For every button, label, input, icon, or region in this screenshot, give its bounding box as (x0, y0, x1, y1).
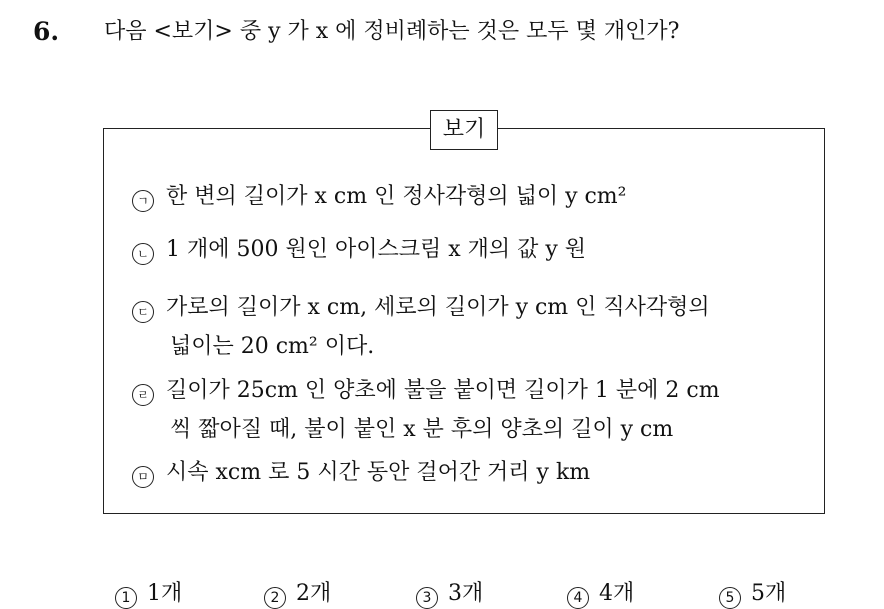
choice-text: 4개 (599, 581, 635, 606)
item-text: 길이가 25cm 인 양초에 불을 붙이면 길이가 1 분에 2 cm (166, 378, 720, 403)
choice-text: 1개 (147, 581, 183, 606)
choice-number: 5 (719, 587, 741, 609)
example-item-5 (132, 453, 590, 492)
question-number: 6. (33, 17, 60, 46)
choice-text: 3개 (448, 581, 484, 606)
choice-text: 5개 (751, 581, 787, 606)
example-item-2 (132, 230, 586, 269)
item-marker: ㅁ (132, 466, 154, 488)
example-item-1 (132, 177, 627, 216)
choice-1[interactable] (115, 580, 182, 609)
item-marker: ㄷ (132, 301, 154, 323)
item-text: 1 개에 500 원인 아이스크림 x 개의 값 y 원 (166, 237, 587, 262)
answer-choices (0, 580, 884, 608)
choice-number: 4 (567, 587, 589, 609)
item-text: 가로의 길이가 x cm, 세로의 길이가 y cm 인 직사각형의 (166, 295, 710, 320)
item-marker: ㄴ (132, 243, 154, 265)
item-text: 시속 xcm 로 5 시간 동안 걸어간 거리 y km (166, 460, 591, 485)
choice-4[interactable] (567, 580, 634, 609)
item-text-continuation: 넓이는 20 cm² 이다. (170, 334, 375, 359)
item-marker: ㄱ (132, 190, 154, 212)
choice-number: 3 (416, 587, 438, 609)
item-marker: ㄹ (132, 384, 154, 406)
example-box-title: 보기 (430, 110, 498, 150)
choice-3[interactable] (416, 580, 483, 609)
example-item-4 (132, 371, 720, 449)
choice-number: 2 (264, 587, 286, 609)
example-item-3 (132, 288, 710, 366)
item-text: 한 변의 길이가 x cm 인 정사각형의 넓이 y cm² (166, 184, 627, 209)
question-text: 다음 <보기> 중 y 가 x 에 정비례하는 것은 모두 몇 개인가? (104, 19, 680, 44)
choice-5[interactable] (719, 580, 786, 609)
choice-number: 1 (115, 587, 137, 609)
choice-text: 2개 (296, 581, 332, 606)
item-text-continuation: 씩 짧아질 때, 불이 붙인 x 분 후의 양초의 길이 y cm (170, 417, 674, 442)
choice-2[interactable] (264, 580, 331, 609)
